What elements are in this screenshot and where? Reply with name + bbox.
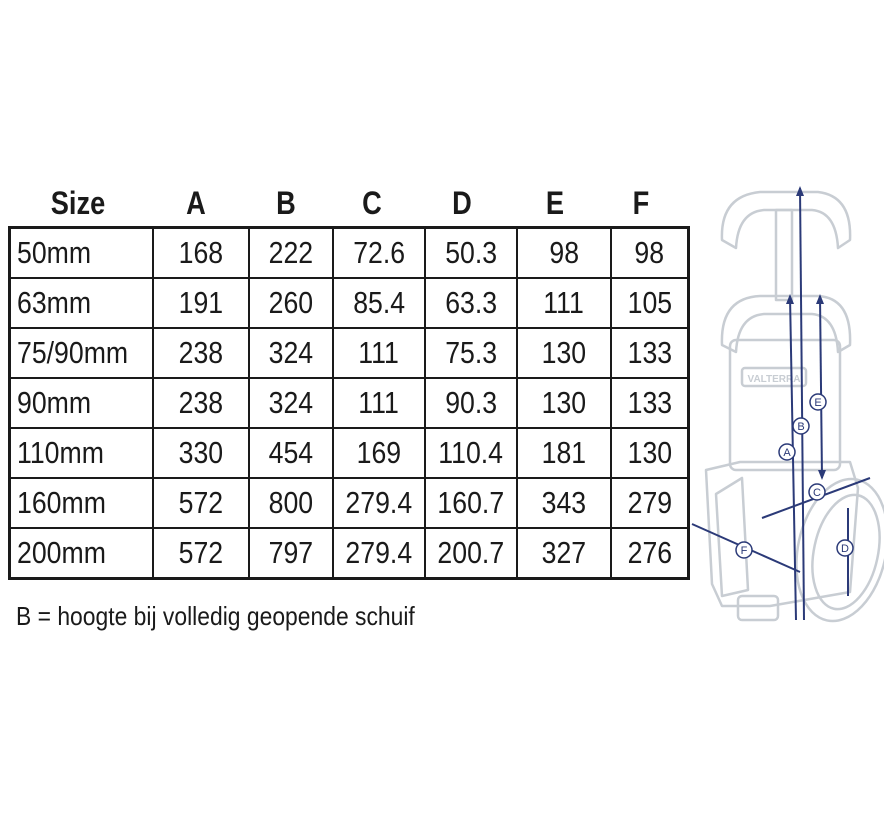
table-row — [10, 428, 689, 478]
left-ear-outline — [738, 596, 778, 620]
label-b: B — [797, 421, 805, 433]
gate-valve-drawing — [684, 180, 884, 650]
header-a: A — [186, 185, 206, 221]
value-c-cell: 111 — [333, 328, 425, 378]
value-f-cell: 98 — [611, 228, 689, 279]
value-d-cell: 90.3 — [425, 378, 517, 428]
size-cell: 110mm — [10, 428, 154, 478]
value-f-cell: 279 — [611, 478, 689, 528]
value-a-cell: 191 — [153, 278, 249, 328]
table-row — [10, 378, 689, 428]
header-e: E — [545, 185, 565, 221]
table-row — [10, 328, 689, 378]
value-b-cell: 222 — [249, 228, 333, 279]
value-b-cell: 800 — [249, 478, 333, 528]
header-size: Size — [50, 185, 106, 221]
size-cell: 50mm — [10, 228, 154, 279]
value-e-cell: 130 — [517, 328, 611, 378]
value-a-cell: 330 — [153, 428, 249, 478]
table-header-row — [8, 180, 680, 226]
table-row — [10, 278, 689, 328]
plate-brand-text: VALTERRA — [747, 374, 801, 385]
value-c-cell: 279.4 — [333, 478, 425, 528]
pipe-opening-outline — [784, 470, 884, 629]
stem-outline — [776, 210, 792, 300]
value-a-cell: 238 — [153, 328, 249, 378]
value-f-cell: 276 — [611, 528, 689, 579]
value-b-cell: 324 — [249, 328, 333, 378]
size-cell: 90mm — [10, 378, 154, 428]
header-f: F — [632, 185, 650, 221]
value-d-cell: 110.4 — [425, 428, 517, 478]
value-b-cell: 260 — [249, 278, 333, 328]
label-a: A — [783, 447, 791, 459]
value-c-cell: 85.4 — [333, 278, 425, 328]
arrow-e-bottom — [818, 470, 826, 480]
dimension-line-e — [820, 296, 822, 478]
value-c-cell: 279.4 — [333, 528, 425, 579]
header-c: C — [362, 185, 382, 221]
header-b: B — [276, 185, 296, 221]
size-cell: 200mm — [10, 528, 154, 579]
value-e-cell: 181 — [517, 428, 611, 478]
value-e-cell: 98 — [517, 228, 611, 279]
footnote: B = hoogte bij volledig geopende schuif — [16, 601, 415, 631]
label-f: F — [740, 545, 748, 557]
header-d: D — [452, 185, 472, 221]
table-row — [10, 528, 689, 579]
lower-handle-outline — [722, 296, 850, 352]
value-b-cell: 324 — [249, 378, 333, 428]
value-c-cell: 72.6 — [333, 228, 425, 279]
label-e: E — [814, 397, 822, 409]
value-a-cell: 238 — [153, 378, 249, 428]
dimension-line-b — [800, 188, 804, 620]
label-c: C — [813, 487, 821, 499]
value-e-cell: 111 — [517, 278, 611, 328]
value-f-cell: 133 — [611, 378, 689, 428]
value-d-cell: 160.7 — [425, 478, 517, 528]
value-e-cell: 343 — [517, 478, 611, 528]
value-c-cell: 111 — [333, 378, 425, 428]
value-f-cell: 130 — [611, 428, 689, 478]
value-a-cell: 168 — [153, 228, 249, 279]
table-row — [10, 228, 689, 279]
table-row — [10, 478, 689, 528]
value-d-cell: 200.7 — [425, 528, 517, 579]
value-a-cell: 572 — [153, 478, 249, 528]
value-e-cell: 327 — [517, 528, 611, 579]
value-d-cell: 75.3 — [425, 328, 517, 378]
value-f-cell: 105 — [611, 278, 689, 328]
value-a-cell: 572 — [153, 528, 249, 579]
size-cell: 160mm — [10, 478, 154, 528]
size-cell: 63mm — [10, 278, 154, 328]
value-b-cell: 454 — [249, 428, 333, 478]
size-cell: 75/90mm — [10, 328, 154, 378]
value-d-cell: 63.3 — [425, 278, 517, 328]
value-c-cell: 169 — [333, 428, 425, 478]
value-e-cell: 130 — [517, 378, 611, 428]
value-f-cell: 133 — [611, 328, 689, 378]
value-b-cell: 797 — [249, 528, 333, 579]
dimensions-table — [8, 226, 690, 580]
value-d-cell: 50.3 — [425, 228, 517, 279]
label-d: D — [841, 543, 849, 555]
top-handle-outline — [722, 192, 850, 248]
